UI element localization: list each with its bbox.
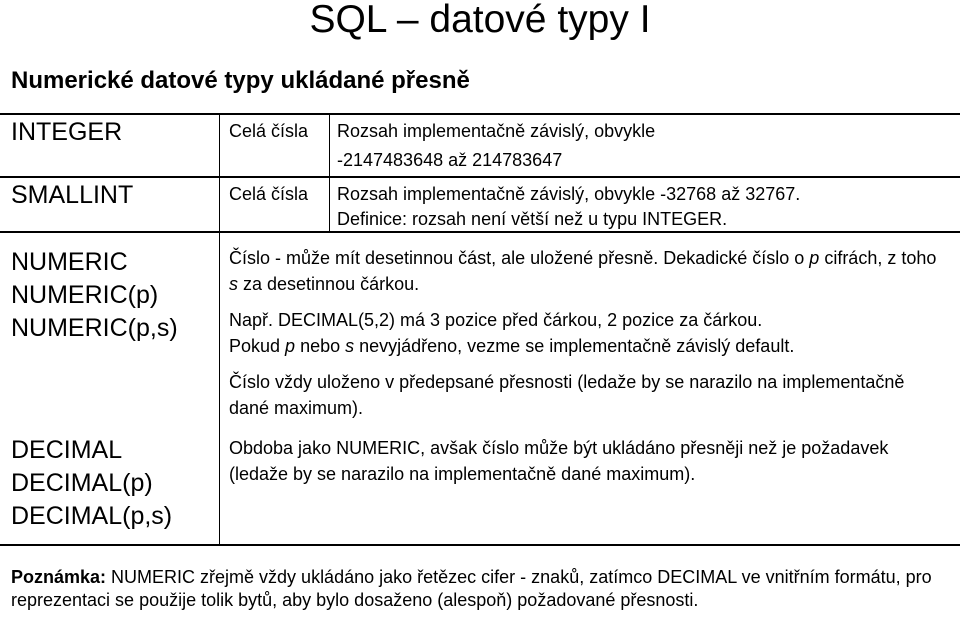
type-numeric: NUMERIC bbox=[11, 248, 128, 276]
column-divider bbox=[219, 115, 220, 544]
type-numeric-p-s: NUMERIC(p,s) bbox=[11, 314, 178, 342]
integer-kind: Celá čísla bbox=[229, 121, 309, 141]
numeric-paragraph-1: Číslo - může mít desetinnou část, ale uložené přesně. Dekadické číslo o p cifrách, z toho s za desetinnou čárkou. bbox=[229, 248, 937, 294]
numeric-description bbox=[229, 245, 949, 421]
numeric-paragraph-2: Např. DECIMAL(5,2) má 3 pozice před čárkou, 2 pozice za čárkou. Pokud p nebo s nevyjádřeno, vezme se implementačně závislý default. bbox=[229, 310, 795, 356]
type-numeric-p: NUMERIC(p) bbox=[11, 281, 159, 309]
type-decimal-p-s: DECIMAL(p,s) bbox=[11, 502, 173, 530]
integer-range-line-1: Rozsah implementačně závislý, obvykle bbox=[337, 121, 656, 141]
type-smallint: SMALLINT bbox=[11, 181, 134, 209]
column-divider bbox=[329, 115, 330, 176]
type-integer: INTEGER bbox=[11, 118, 123, 146]
row-divider bbox=[0, 176, 960, 178]
datatype-table bbox=[0, 113, 960, 546]
row-divider bbox=[0, 231, 960, 233]
integer-range-line-2: -2147483648 až 214783647 bbox=[337, 150, 563, 170]
numeric-paragraph-3: Číslo vždy uloženo v předepsané přesnosti (ledaže by se narazilo na implementačně dané maximum). bbox=[229, 372, 905, 418]
page-title: SQL – datové typy I bbox=[309, 0, 651, 41]
decimal-description: Obdoba jako NUMERIC, avšak číslo může být ukládáno přesněji než je požadavek (ledaže by se narazilo na implementačně dané maximum). bbox=[229, 438, 889, 484]
smallint-range-line-1: Rozsah implementačně závislý, obvykle -32768 až 32767. bbox=[337, 184, 801, 204]
smallint-range-line-2: Definice: rozsah není větší než u typu INTEGER. bbox=[337, 209, 728, 229]
footnote-text: NUMERIC zřejmě vždy ukládáno jako řetězec cifer - znaků, zatímco DECIMAL ve vnitřním formátu, pro reprezentaci se použije tolik bytů, aby bylo dosaženo (alespoň) požadované přesnosti. bbox=[11, 567, 932, 610]
footnote bbox=[11, 566, 951, 612]
smallint-kind: Celá čísla bbox=[229, 184, 309, 204]
section-subtitle: Numerické datové typy ukládané přesně bbox=[11, 67, 470, 94]
type-decimal: DECIMAL bbox=[11, 436, 123, 464]
footnote-label: Poznámka: bbox=[11, 567, 107, 587]
column-divider bbox=[329, 176, 330, 231]
type-decimal-p: DECIMAL(p) bbox=[11, 469, 153, 497]
